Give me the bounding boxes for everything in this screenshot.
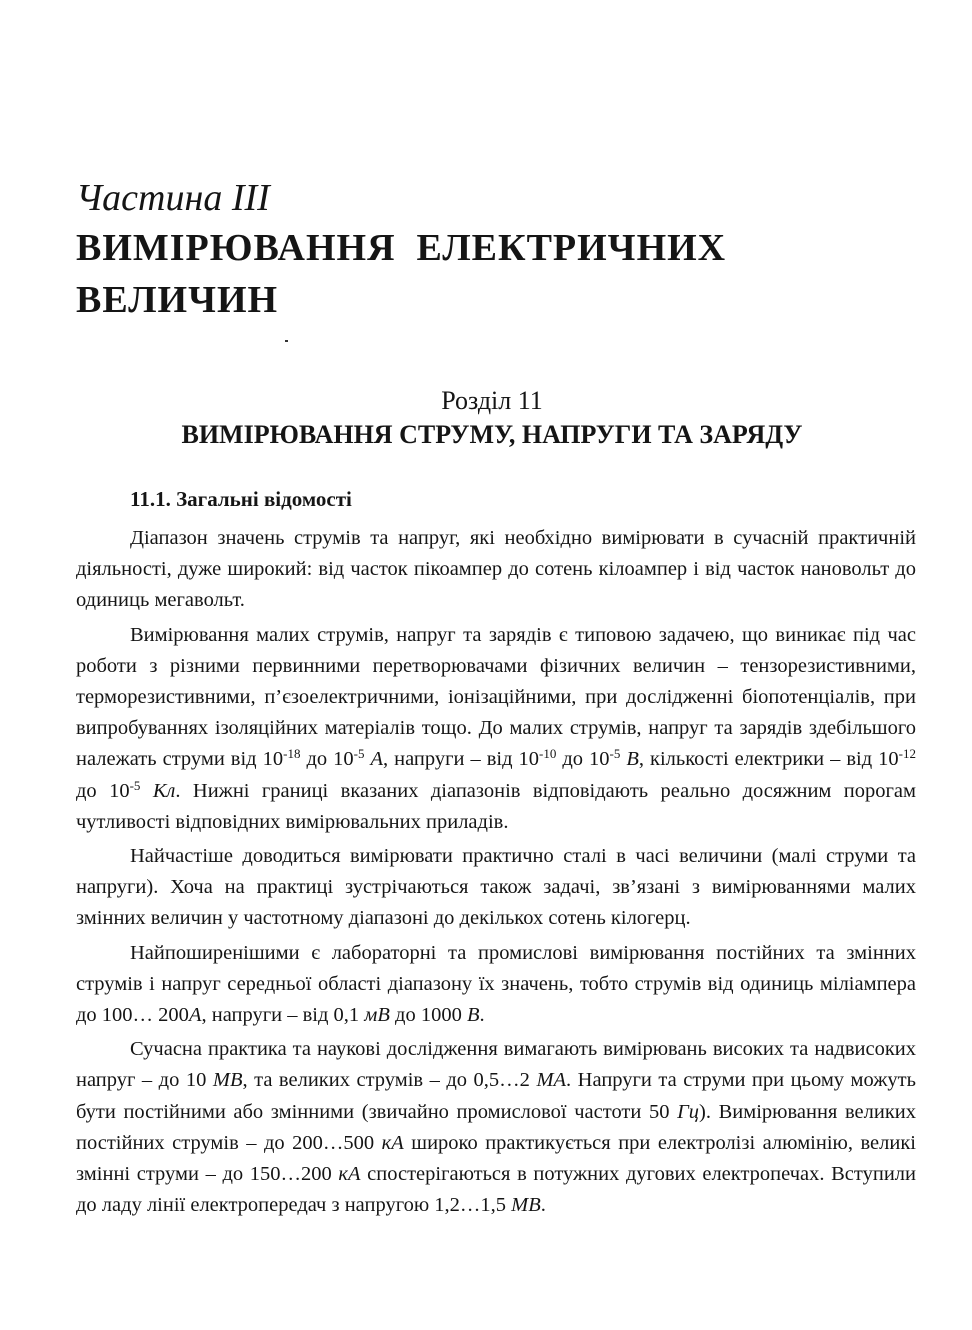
text-run: до 1000 — [389, 1004, 467, 1027]
text-run: . Напруги та струми при цьому можуть бути постійними або змінними (звичайно промислової частоти 50 — [76, 1069, 916, 1123]
exponent: -10 — [539, 746, 557, 762]
part-title-line-2: ВЕЛИЧИН — [76, 279, 279, 321]
text-run: , та великих струмів – до 0,5…2 — [242, 1069, 537, 1092]
unit: МВ — [511, 1194, 541, 1217]
part-label: Частина ІІІ — [76, 177, 270, 219]
text-run: , кількості електрики – від 10 — [638, 748, 899, 771]
text-run: , напруги – від 10 — [382, 748, 540, 771]
unit: Кл — [140, 779, 176, 802]
text-run: . — [540, 1194, 546, 1217]
paragraph-3: Найчастіше доводиться вимірювати практично сталі в часі величини (малі струми та напруги). Хоча на практиці зустрічаються також задачі, зв’язані з вимірюваннями малих змінних величин у частотному діапазоні до декількох сотень кілогерц. — [76, 845, 916, 930]
exponent: -18 — [283, 746, 301, 762]
unit: кА — [338, 1163, 361, 1186]
text-run: спостерігаються в потужних дугових електропечах. Вступили до ладу лінії електропередач з напругою 1,2…1,5 — [76, 1163, 916, 1217]
unit: A — [364, 748, 383, 771]
paragraph-2 — [76, 620, 916, 838]
stray-ink-mark — [285, 340, 288, 342]
part-title — [76, 222, 876, 326]
paragraph-1: Діапазон значень струмів та напруг, які необхідно вимірювати в сучасній практичній діяльності, дуже широкий: від часток пікоампер до сотень кілоампер і від часток нановольт до одиниць мегавольт. — [76, 527, 916, 612]
exponent: -5 — [609, 746, 621, 762]
text-run: . — [479, 1004, 485, 1027]
text-run: широко практикується при електролізі алюмінію, великі змінні струми – до 150…200 — [76, 1131, 916, 1186]
exponent: -5 — [129, 777, 141, 793]
paragraph-4 — [76, 938, 916, 1032]
paragraph-5 — [76, 1034, 916, 1221]
exponent: -12 — [898, 746, 917, 762]
text-run: , напруги – від 0,1 — [201, 1004, 365, 1027]
text-run: ). Вимірювання великих постійних струмів – до 200…500 — [76, 1100, 916, 1154]
unit: В — [466, 1004, 480, 1027]
unit: Гц — [677, 1100, 700, 1123]
text-run: Сучасна практика та наукові дослідження вимагають вимірювань високих та надвисоких напруг – до 10 — [76, 1038, 916, 1092]
text-run: . Нижні границі вказаних діапазонів відповідають реально досяжним порогам чутливості відповідних вимірювальних приладів. — [76, 779, 916, 833]
text-run: Вимірювання малих струмів, напруг та зарядів є типовою задачею, що виникає під час роботи з різними первинними перетворювачами фізичних величин – тензорезистивними, терморезистивними, п’єзоелектричними, іонізаційними, при дослідженні біопотенціалів, при випробуваннях ізоляційних матеріалів тощо. До малих струмів, напруг та зарядів здебільшого належать струми від 10 — [76, 623, 916, 771]
chapter-title: ВИМІРЮВАННЯ СТРУМУ, НАПРУГИ ТА ЗАРЯДУ — [181, 420, 803, 449]
chapter-label: Розділ 11 — [441, 386, 543, 415]
part-title-line-1: ВИМІРЮВАННЯ ЕЛЕКТРИЧНИХ — [76, 227, 727, 269]
section-title: 11.1. Загальні відомості — [130, 487, 352, 511]
unit: мВ — [364, 1004, 390, 1027]
text-run: до 10 — [556, 748, 610, 771]
unit: МВ — [212, 1069, 243, 1092]
exponent: -5 — [353, 746, 365, 762]
unit: кА — [381, 1131, 404, 1154]
unit: B — [620, 748, 639, 771]
text-run: до 10 — [300, 748, 354, 771]
unit: МА — [536, 1069, 567, 1092]
text-run: до 10 — [76, 779, 130, 802]
text-run: Найпоширенішими є лабораторні та промислові вимірювання постійних та змінних струмів і напруг середньої області діапазону їх значень, тобто струмів від одиниць міліампера до 100… 200 — [76, 941, 916, 1027]
body-text — [76, 523, 916, 1224]
unit: A — [188, 1004, 202, 1027]
